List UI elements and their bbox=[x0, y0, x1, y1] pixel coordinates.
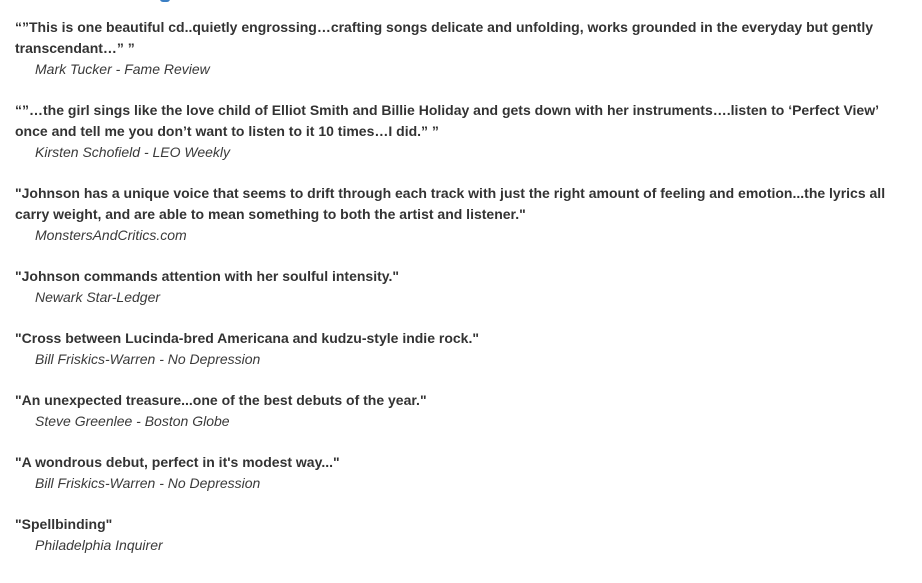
quote-attribution: Newark Star-Ledger bbox=[35, 289, 161, 305]
press-quote bbox=[15, 514, 915, 556]
press-quote bbox=[15, 183, 915, 246]
quote-text: “”…the girl sings like the love child of Elliot Smith and Billie Holiday and gets down with her instruments….listen to ‘Perfect View’ once and tell me you don’t want to listen to it 10 times…I did.” ” bbox=[15, 102, 879, 139]
quote-attribution: Philadelphia Inquirer bbox=[35, 537, 163, 553]
quote-text: "Johnson has a unique voice that seems to drift through each track with just the right amount of feeling and emotion...the lyrics all carry weight, and are able to mean something to both the artist and listener." bbox=[15, 185, 886, 222]
quote-text: "Cross between Lucinda-bred Americana and kudzu-style indie rock." bbox=[15, 330, 479, 346]
press-quote bbox=[15, 17, 915, 80]
press-quote bbox=[15, 328, 915, 370]
press-quotes-list bbox=[15, 17, 915, 576]
quote-text: "A wondrous debut, perfect in it's modest way..." bbox=[15, 454, 340, 470]
quote-text: "Spellbinding" bbox=[15, 516, 113, 532]
quote-text: "Johnson commands attention with her soulful intensity." bbox=[15, 268, 400, 284]
clipped-link-fragment[interactable] bbox=[160, 0, 170, 2]
quote-attribution: Mark Tucker - Fame Review bbox=[35, 61, 210, 77]
quote-text: “”This is one beautiful cd..quietly engrossing…crafting songs delicate and unfolding, works grounded in the everyday but gently transcendant…” ” bbox=[15, 19, 873, 56]
quote-attribution: Bill Friskics-Warren - No Depression bbox=[35, 475, 261, 491]
press-quote bbox=[15, 390, 915, 432]
press-quote bbox=[15, 100, 915, 163]
quote-attribution: Steve Greenlee - Boston Globe bbox=[35, 413, 230, 429]
quote-attribution: MonstersAndCritics.com bbox=[35, 227, 187, 243]
press-quote bbox=[15, 452, 915, 494]
quote-attribution: Kirsten Schofield - LEO Weekly bbox=[35, 144, 231, 160]
quote-attribution: Bill Friskics-Warren - No Depression bbox=[35, 351, 261, 367]
quote-text: "An unexpected treasure...one of the best debuts of the year." bbox=[15, 392, 427, 408]
press-quote bbox=[15, 266, 915, 308]
